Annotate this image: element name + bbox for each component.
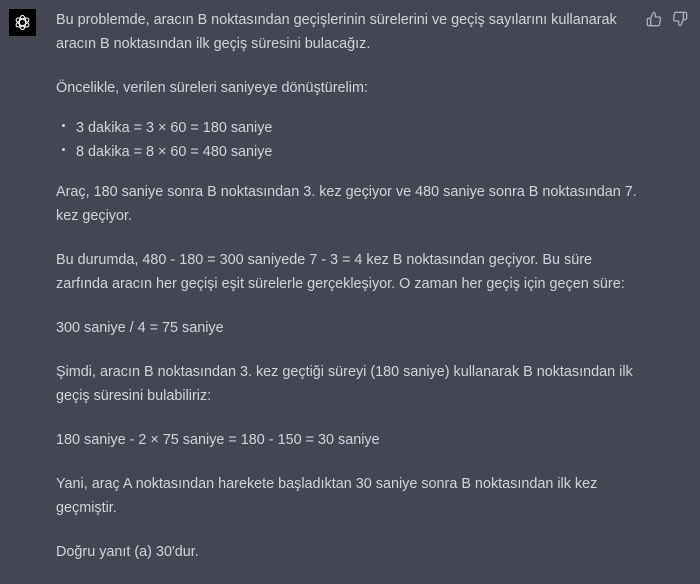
thumbs-up-icon: [646, 11, 662, 27]
assistant-avatar: [9, 9, 36, 36]
conversion-list: [56, 116, 646, 164]
message-paragraph: Bu durumda, 480 - 180 = 300 saniyede 7 - 3 = 4 kez B noktasından geçiyor. Bu süre zarfında aracın her geçişi eşit sürelerle gerçekleşiyor. O zaman her geçiş için geçen süre:: [56, 252, 625, 292]
feedback-actions: [646, 11, 688, 27]
assistant-message: [56, 8, 646, 584]
message-paragraph: Araç, 180 saniye sonra B noktasından 3. kez geçiyor ve 480 saniye sonra B noktasından 7. kez geçiyor.: [56, 184, 637, 224]
message-paragraph: 180 saniye - 2 × 75 saniye = 180 - 150 = 30 saniye: [56, 432, 380, 448]
list-item: 3 dakika = 3 × 60 = 180 saniye: [76, 116, 646, 140]
message-paragraph: Şimdi, aracın B noktasından 3. kez geçtiği süreyi (180 saniye) kullanarak B noktasından ilk geçiş süresini bulabiliriz:: [56, 364, 633, 404]
thumbs-down-button[interactable]: [672, 11, 688, 27]
message-paragraph: Bu problemde, aracın B noktasından geçişlerinin sürelerini ve geçiş sayılarını kullanarak aracın B noktasından ilk geçiş süresini bulacağız.: [56, 12, 617, 52]
thumbs-down-icon: [672, 11, 688, 27]
openai-logo-icon: [13, 13, 32, 32]
thumbs-up-button[interactable]: [646, 11, 662, 27]
message-paragraph: Doğru yanıt (a) 30'dur.: [56, 544, 199, 560]
list-item: 8 dakika = 8 × 60 = 480 saniye: [76, 140, 646, 164]
message-paragraph: Öncelikle, verilen süreleri saniyeye dönüştürelim:: [56, 80, 368, 96]
message-paragraph: 300 saniye / 4 = 75 saniye: [56, 320, 224, 336]
message-paragraph: Yani, araç A noktasından harekete başladıktan 30 saniye sonra B noktasından ilk kez geçmiştir.: [56, 476, 598, 516]
